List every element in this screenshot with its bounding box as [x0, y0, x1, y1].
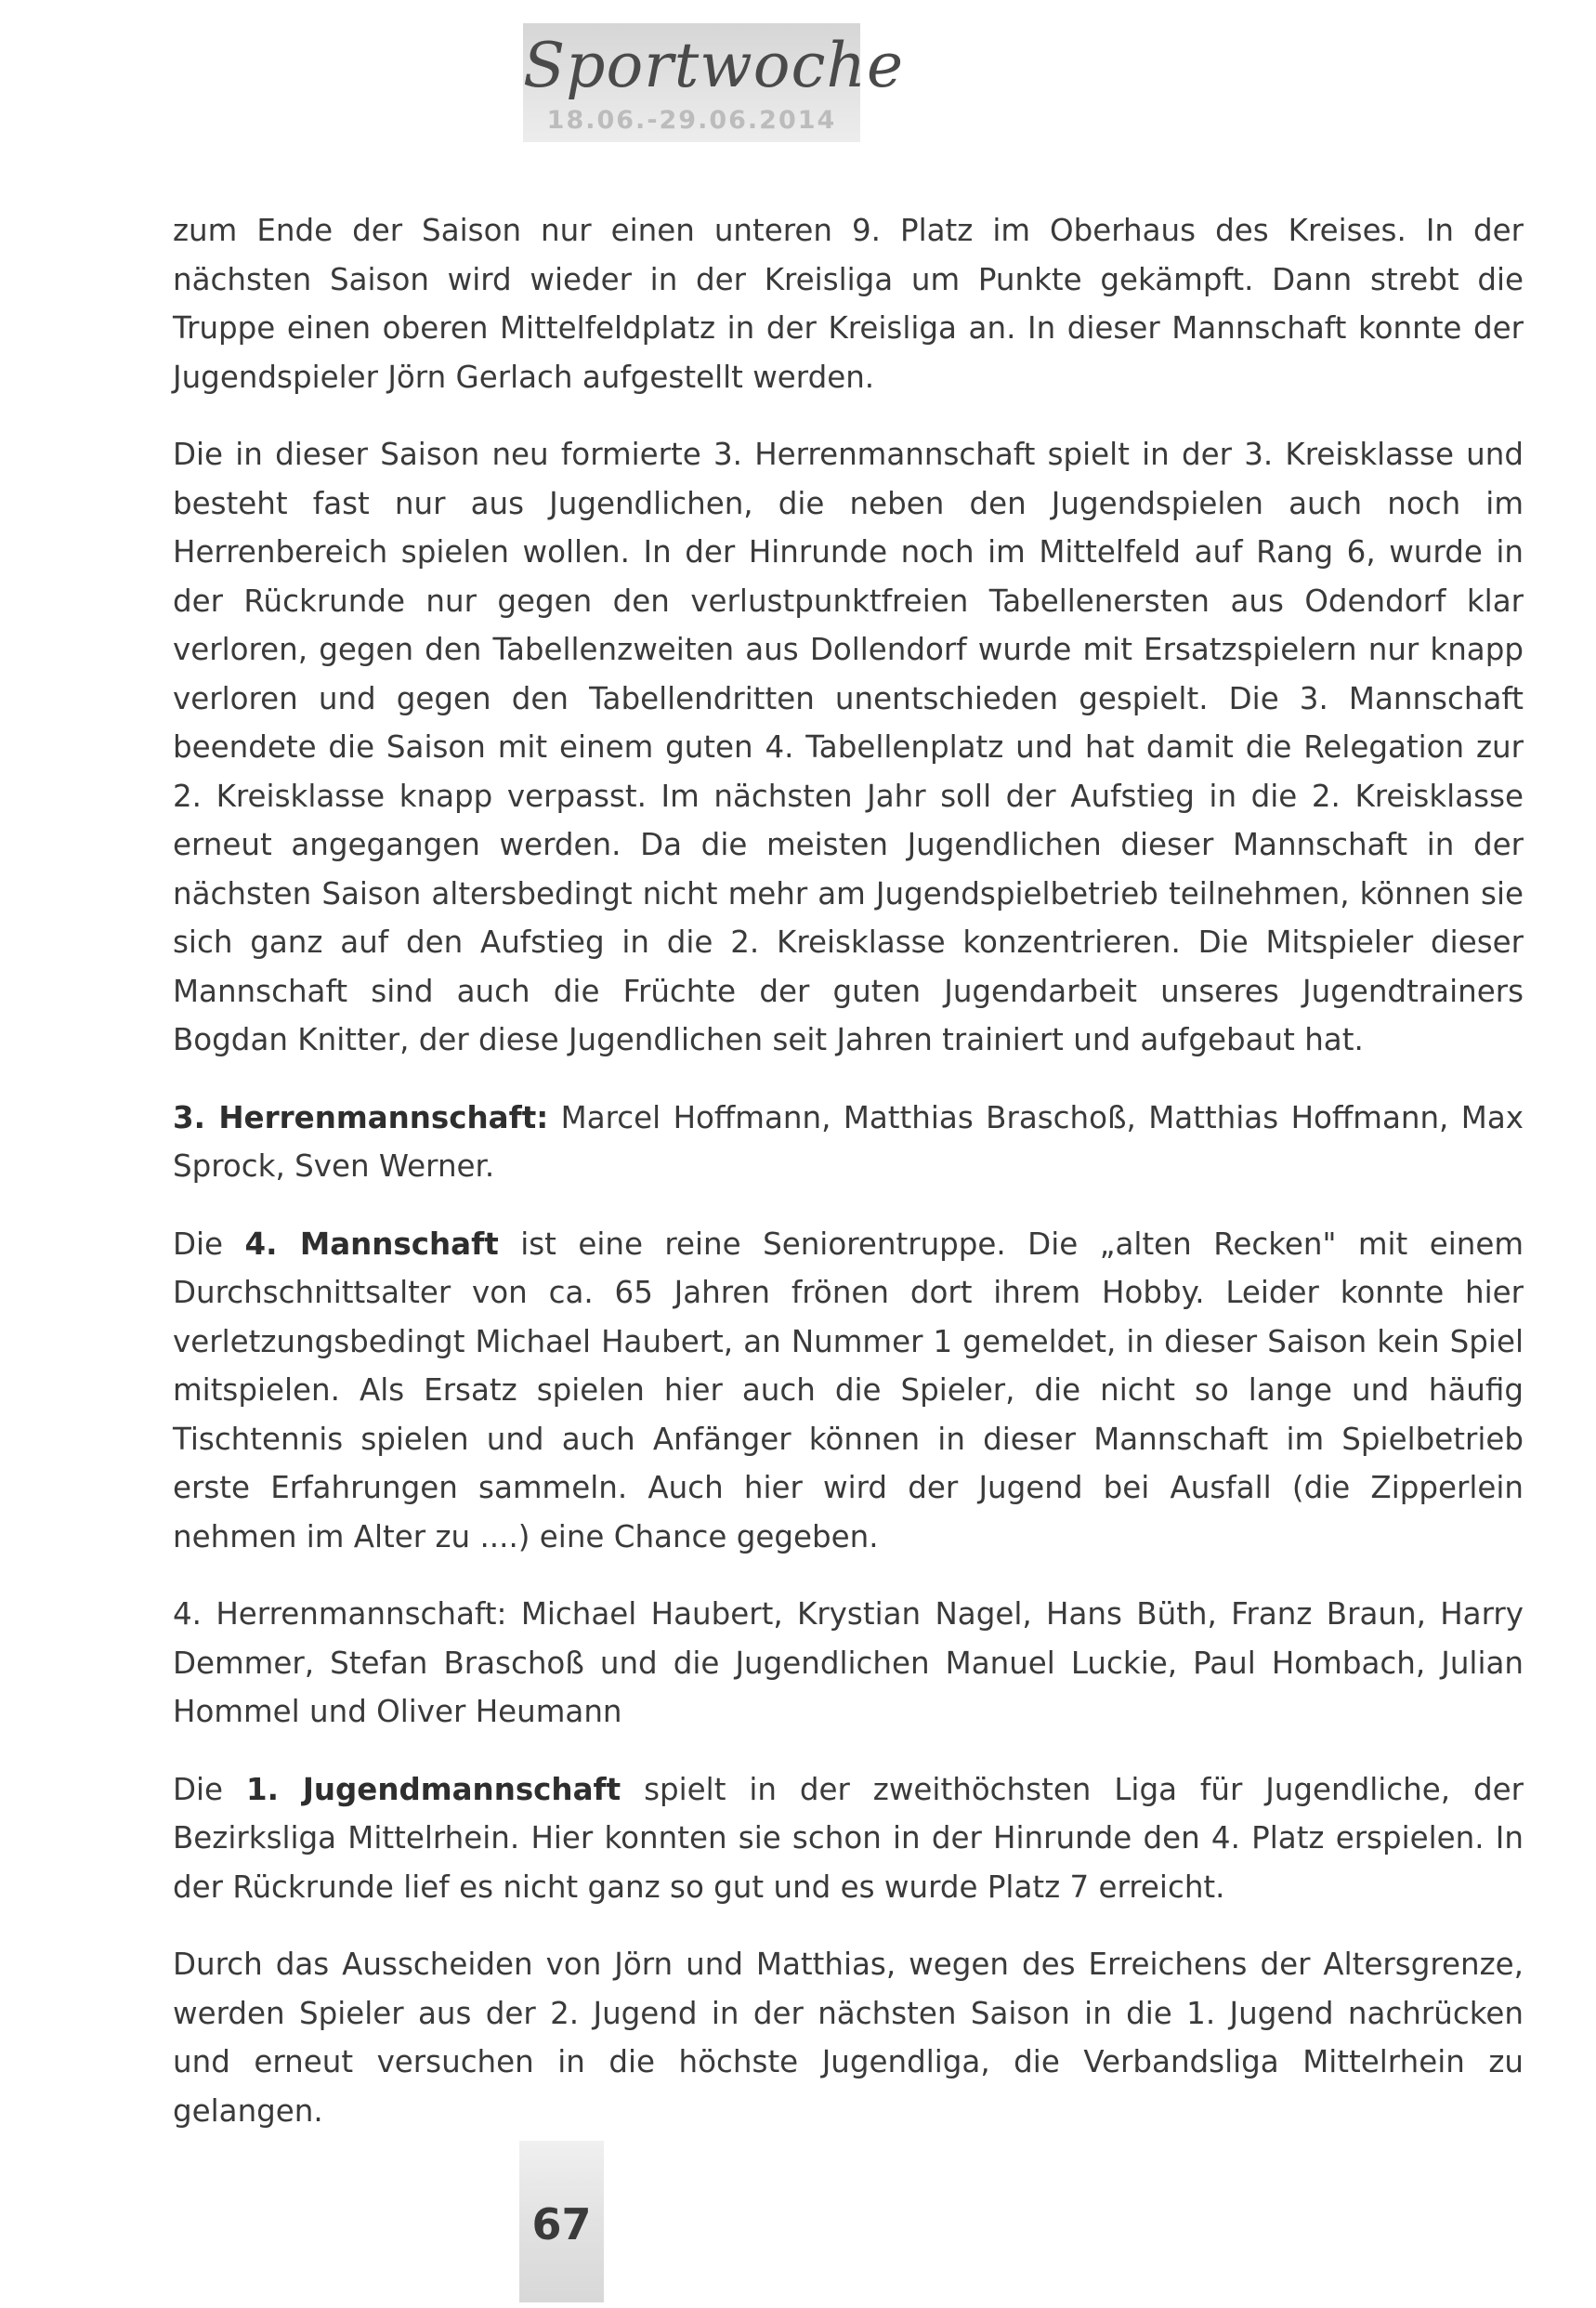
paragraph-2nd-team-end	[173, 206, 1524, 401]
paragraph-text: spielt in der zweithöchsten Liga für Jugendliche, der Bezirksliga Mittelrhein. Hier konnten sie schon in der Hinrunde den 4. Platz erspielen. In der Rückrunde lief es nicht ganz so gut und es wurde Platz 7 erreicht.	[173, 1771, 1524, 1905]
roster-names: 4. Herrenmannschaft: Michael Haubert, Krystian Nagel, Hans Büth, Franz Braun, Harry Demmer, Stefan Braschoß und die Jugendlichen Manuel Luckie, Paul Hombach, Julian Hommel und Oliver Heumann	[173, 1596, 1524, 1729]
paragraph-3rd-team-roster	[173, 1094, 1524, 1191]
page-number: 67	[531, 2199, 592, 2249]
page-number-tab	[519, 2141, 604, 2302]
paragraph-text: Die in dieser Saison neu formierte 3. Herrenmannschaft spielt in der 3. Kreisklasse und besteht fast nur aus Jugendlichen, die neben den Jugendspielen auch noch im Herrenbereich spielen wollen. In der Hinrunde noch im Mittelfeld auf Rang 6, wurde in der Rückrunde nur gegen den verlustpunktfreien Tabellenersten aus Odendorf klar verloren, gegen den Tabellenzweiten aus Dollendorf wurde mit Ersatzspielern nur knapp verloren und gegen den Tabellendritten unentschieden gespielt. Die 3. Mannschaft beendete die Saison mit einem guten 4. Tabellenplatz und hat damit die Relegation zur 2. Kreisklasse knapp verpasst. Im nächsten Jahr soll der Aufstieg in die 2. Kreisklasse erneut angegangen werden. Da die meisten Jugendlichen dieser Mannschaft in der nächsten Saison altersbedingt nicht mehr am Jugendspielbetrieb teilnehmen, können sie sich ganz auf den Aufstieg in die 2. Kreisklasse konzentrieren. Die Mitspieler dieser Mannschaft sind auch die Früchte der guten Jugendarbeit unseres Jugendtrainers Bogdan Knitter, der diese Jugendlichen seit Jahren trainiert und aufgebaut hat.	[173, 437, 1524, 1057]
team-name: 4. Mannschaft	[244, 1226, 499, 1262]
team-name: 1. Jugendmannschaft	[245, 1771, 621, 1807]
paragraph-text: zum Ende der Saison nur einen unteren 9. Platz im Oberhaus des Kreises. In der nächsten Saison wird wieder in der Kreisliga um Punkte gekämpft. Dann strebt die Truppe einen oberen Mittelfeldplatz in der Kreisliga an. In dieser Mannschaft konnte der Jugendspieler Jörn Gerlach aufgestellt werden.	[173, 213, 1524, 395]
header-date-range: 18.06.-29.06.2014	[546, 106, 837, 135]
header-banner	[523, 23, 905, 142]
roster-names: Marcel Hoffmann, Matthias Braschoß, Matthias Hoffmann, Max Sprock, Sven Werner.	[173, 1099, 1524, 1184]
paragraph-3rd-team	[173, 430, 1524, 1065]
article-body	[173, 206, 1524, 2164]
paragraph-4th-team-roster	[173, 1590, 1524, 1737]
paragraph-1st-youth-team	[173, 1765, 1524, 1912]
paragraph-youth-outlook	[173, 1940, 1524, 2135]
roster-heading: 3. Herrenmannschaft:	[173, 1099, 549, 1135]
header-title: Sportwoche	[523, 30, 905, 101]
paragraph-lead: Die	[173, 1226, 245, 1262]
paragraph-text: Durch das Ausscheiden von Jörn und Matthias, wegen des Erreichens der Altersgrenze, werden Spieler aus der 2. Jugend in der nächsten Saison in die 1. Jugend nachrücken und erneut versuchen in die höchste Jugendliga, die Verbandsliga Mittelrhein zu gelangen.	[173, 1947, 1524, 2129]
paragraph-4th-team	[173, 1220, 1524, 1562]
paragraph-lead: Die	[173, 1771, 246, 1807]
paragraph-text: ist eine reine Seniorentruppe. Die „alten Recken" mit einem Durchschnittsalter von ca. 65 Jahren frönen dort ihrem Hobby. Leider konnte hier verletzungsbedingt Michael Haubert, an Nummer 1 gemeldet, in dieser Saison kein Spiel mitspielen. Als Ersatz spielen hier auch die Spieler, die nicht so lange und häufig Tischtennis spielen und auch Anfänger können in dieser Mannschaft im Spielbetrieb erste Erfahrungen sammeln. Auch hier wird der Jugend bei Ausfall (die Zipperlein nehmen im Alter zu ....) eine Chance gegeben.	[173, 1226, 1524, 1554]
